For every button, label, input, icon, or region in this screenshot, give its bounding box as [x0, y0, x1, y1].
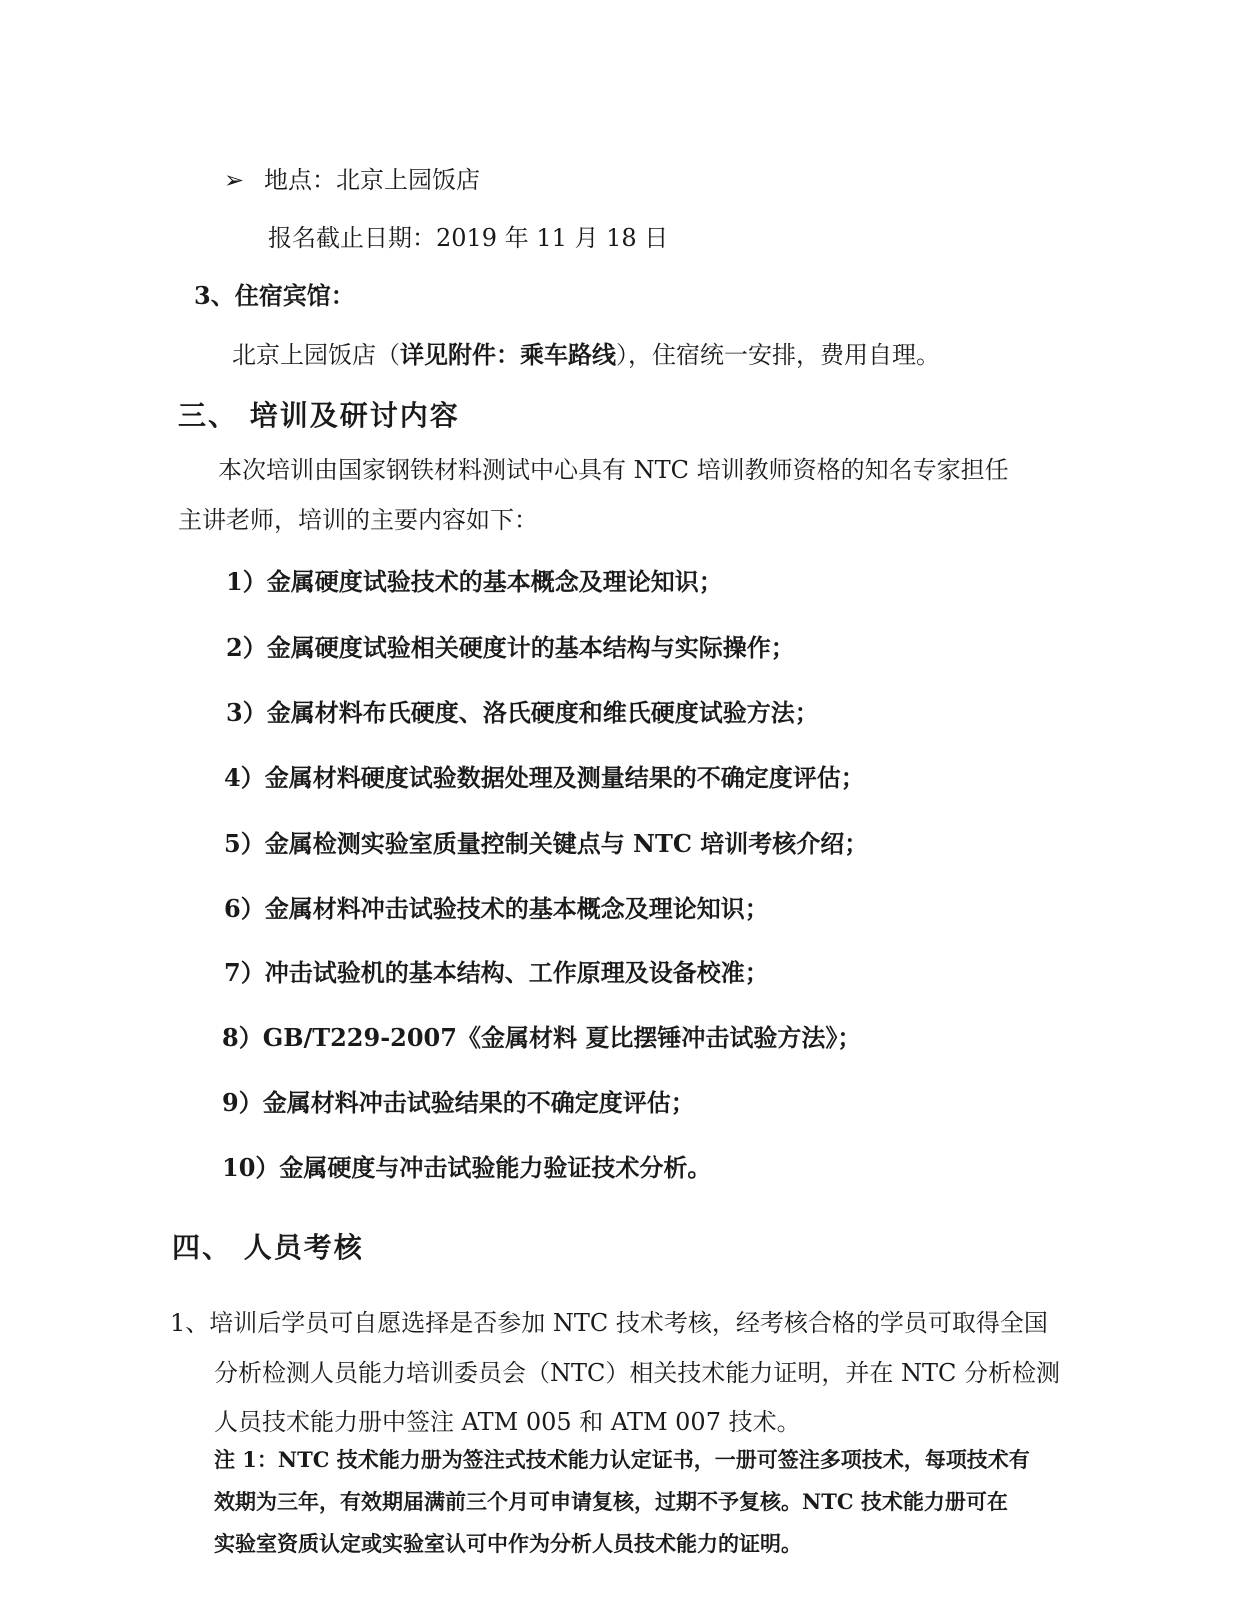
assessment-para-line-1: 1、培训后学员可自愿选择是否参加 NTC 技术考核，经考核合格的学员可取得全国 — [170, 1309, 1048, 1337]
training-item-10: 10）金属硬度与冲击试验能力验证技术分析。 — [222, 1153, 712, 1182]
hotel-heading: 3、住宿宾馆： — [194, 281, 355, 310]
training-item-7: 7）冲击试验机的基本结构、工作原理及设备校准； — [224, 958, 769, 987]
assessment-para-line-2: 分析检测人员能力培训委员会（NTC）相关技术能力证明，并在 NTC 分析检测 — [214, 1359, 1060, 1387]
assessment-para-line-3: 人员技术能力册中签注 ATM 005 和 ATM 007 技术。 — [214, 1408, 801, 1436]
arrow-bullet-icon: ➢ — [224, 166, 245, 194]
location-line — [224, 164, 480, 196]
location-text: 地点：北京上园饭店 — [264, 166, 480, 194]
training-item-3: 3）金属材料布氏硬度、洛氏硬度和维氏硬度试验方法； — [226, 698, 819, 727]
note-line-1: 注 1：NTC 技术能力册为签注式技术能力认定证书，一册可签注多项技术，每项技术有 — [214, 1447, 1030, 1472]
section-3-heading: 三、 培训及研讨内容 — [178, 399, 460, 432]
section-3-intro-line-2: 主讲老师，培训的主要内容如下： — [178, 506, 538, 534]
note-line-3: 实验室资质认定或实验室认可中作为分析人员技术能力的证明。 — [214, 1531, 802, 1556]
hotel-text-suffix: ），住宿统一安排，费用自理。 — [616, 341, 940, 369]
deadline-text: 报名截止日期：2019 年 11 月 18 日 — [268, 224, 669, 252]
hotel-text-prefix: 北京上园饭店（ — [232, 341, 400, 369]
training-item-4: 4）金属材料硬度试验数据处理及测量结果的不确定度评估； — [224, 763, 865, 792]
hotel-text — [232, 339, 940, 371]
section-3-intro-line-1: 本次培训由国家钢铁材料测试中心具有 NTC 培训教师资格的知名专家担任 — [218, 456, 1009, 484]
training-item-1: 1）金属硬度试验技术的基本概念及理论知识； — [226, 567, 723, 596]
training-item-8: 8）GB/T229-2007《金属材料 夏比摆锤冲击试验方法》； — [222, 1023, 862, 1052]
hotel-attachment-note: 详见附件：乘车路线 — [400, 340, 616, 369]
training-item-6: 6）金属材料冲击试验技术的基本概念及理论知识； — [224, 894, 769, 923]
training-item-2: 2）金属硬度试验相关硬度计的基本结构与实际操作； — [226, 633, 795, 662]
note-line-2: 效期为三年，有效期届满前三个月可申请复核，过期不予复核。NTC 技术能力册可在 — [214, 1489, 1008, 1514]
section-4-heading: 四、 人员考核 — [172, 1231, 364, 1264]
training-item-5: 5）金属检测实验室质量控制关键点与 NTC 培训考核介绍； — [224, 829, 869, 858]
training-item-9: 9）金属材料冲击试验结果的不确定度评估； — [222, 1088, 695, 1117]
